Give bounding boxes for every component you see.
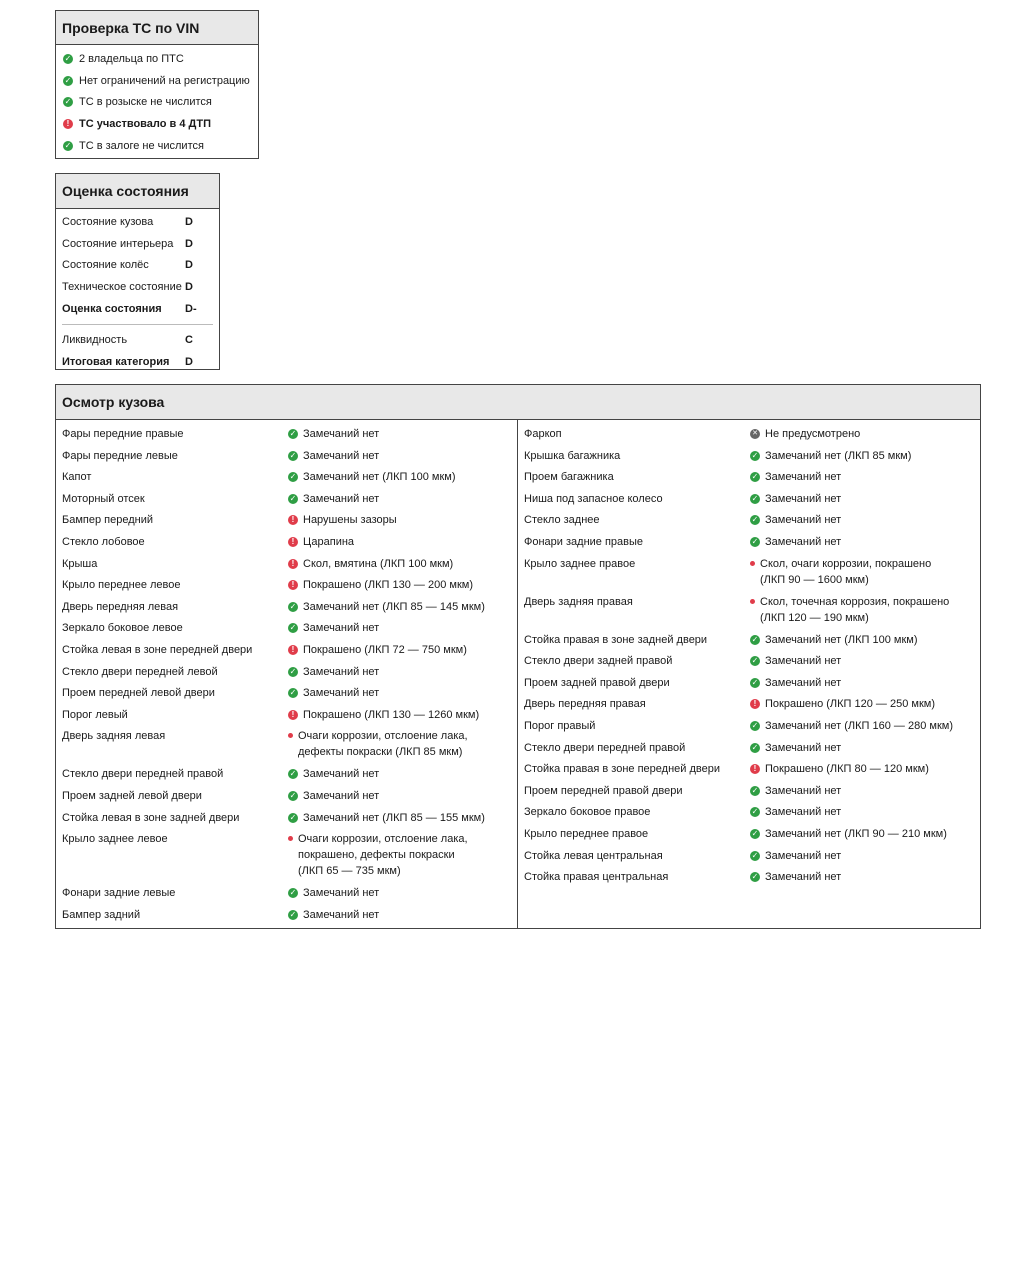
inspection-state-text [760,556,931,588]
inspection-part: Крышка багажника [524,449,621,462]
inspection-part: Стойка левая центральная [524,849,663,862]
inspection-row [56,445,517,467]
inspection-state [288,469,456,485]
inspection-state [750,653,841,669]
inspection-state [750,848,841,864]
inspection-row [518,423,980,445]
inspection-part: Стекло двери задней правой [524,655,673,668]
check-circle-icon [288,769,298,779]
inspection-row [56,725,517,763]
condition-row [56,276,219,298]
inspection-state [288,788,379,804]
check-circle-icon [288,451,298,461]
inspection-row [56,904,517,926]
inspection-state [288,491,379,507]
inspection-state [288,707,479,723]
vin-check-item [56,113,258,135]
condition-row [56,329,219,351]
inspection-part: Стекло лобовое [62,535,145,548]
condition-title: Оценка состояния [56,174,219,209]
inspection-row [518,466,980,488]
inspection-state [288,556,453,572]
check-circle-icon [750,872,760,882]
inspection-state-text: Покрашено (ЛКП 130 — 1260 мкм) [303,708,480,721]
inspection-row [518,650,980,672]
inspection-part: Стойка правая в зоне передней двери [524,763,720,776]
inspection-state [750,469,841,485]
red-dot-icon [288,836,293,841]
inspection-state-text: Замечаний нет [765,535,842,548]
inspection-state [750,512,841,528]
inspection-row [56,807,517,829]
inspection-state [750,632,918,648]
exclamation-circle-icon [288,580,298,590]
inspection-row [518,531,980,553]
check-circle-icon [63,54,73,64]
inspection-row [56,553,517,575]
inspection-row [56,488,517,510]
inspection-row [56,617,517,639]
inspection-state [750,718,953,734]
inspection-state-text: Замечаний нет (ЛКП 100 мкм) [303,471,456,484]
inspection-state-text: Покрашено (ЛКП 130 — 200 мкм) [303,579,473,592]
inspection-part: Проем задней левой двери [62,789,202,802]
inspection-part: Крыло заднее левое [62,833,168,846]
inspection-row [56,785,517,807]
inspection-part: Дверь задняя правая [524,595,633,608]
inspection-row [518,801,980,823]
inspection-state-line: (ЛКП 65 — 735 мкм) [298,865,401,878]
inspection-row [56,574,517,596]
inspection-row [56,466,517,488]
inspection-state-line: дефекты покраски (ЛКП 85 мкм) [298,746,463,759]
inspection-state-text: Замечаний нет (ЛКП 90 — 210 мкм) [765,827,947,840]
inspection-state-text: Замечаний нет [303,789,380,802]
check-circle-icon [750,678,760,688]
inspection-state [750,783,841,799]
inspection-state [750,869,841,885]
inspection-state-line: Скол, очаги коррозии, покрашено [760,557,932,570]
condition-grade: D [185,237,193,250]
check-circle-icon [750,451,760,461]
condition-grade: D [185,215,193,228]
check-circle-icon [750,721,760,731]
inspection-state-text: Не предусмотрено [765,428,861,440]
inspection-state-text: Замечаний нет (ЛКП 85 — 145 мкм) [303,600,485,613]
inspection-row [518,672,980,694]
inspection-row [56,531,517,553]
inspection-state [288,664,379,680]
check-circle-icon [750,829,760,839]
inspection-state [750,594,949,626]
condition-grade: D [185,355,193,368]
inspection-row [518,445,980,467]
inspection-state-text: Скол, вмятина (ЛКП 100 мкм) [303,557,454,570]
inspection-row [518,629,980,651]
inspection-state [750,826,947,842]
body-inspection-panel [55,384,981,929]
exclamation-circle-icon [288,710,298,720]
inspection-state [288,728,468,760]
condition-row [56,254,219,276]
check-circle-icon [63,97,73,107]
inspection-state [288,512,397,528]
check-circle-icon [288,602,298,612]
check-circle-icon [750,515,760,525]
inspection-state [288,885,379,901]
inspection-row [56,596,517,618]
inspection-state [750,556,931,588]
inspection-part: Крыло переднее левое [62,579,181,592]
inspection-state-text: Нарушены зазоры [303,514,397,527]
inspection-state-text: Замечаний нет [303,622,380,635]
inspection-part: Дверь передняя правая [524,698,646,711]
inspection-row [518,715,980,737]
vin-check-item-text: Нет ограничений на регистрацию [79,74,250,87]
inspection-part: Крыша [62,557,98,570]
inspection-state-text: Замечаний нет [303,887,380,900]
condition-grade: D [185,280,193,293]
inspection-part: Стойка левая в зоне передней двери [62,643,253,656]
body-inspection-right-column [518,420,980,928]
check-circle-icon [288,688,298,698]
inspection-state-text: Покрашено (ЛКП 120 — 250 мкм) [765,698,935,711]
inspection-part: Крыло заднее правое [524,557,636,570]
inspection-part: Дверь передняя левая [62,600,179,613]
vin-check-item [56,48,258,70]
inspection-row [518,591,980,629]
check-circle-icon [750,472,760,482]
red-dot-icon [288,733,293,738]
inspection-part: Фаркоп [524,428,562,440]
inspection-state-text: Замечаний нет [303,492,380,505]
check-circle-icon [288,623,298,633]
check-circle-icon [750,656,760,666]
vin-check-item [56,135,258,157]
condition-label: Ликвидность [62,334,128,347]
inspection-part: Фонари задние левые [62,887,176,900]
check-circle-icon [750,494,760,504]
inspection-row [56,763,517,785]
exclamation-circle-icon [288,537,298,547]
inspection-row [518,780,980,802]
inspection-state-text: Замечаний нет (ЛКП 100 мкм) [765,633,918,646]
vin-check-item [56,70,258,92]
inspection-row [518,488,980,510]
check-circle-icon [750,743,760,753]
inspection-state-text: Замечаний нет [765,514,842,527]
inspection-part: Стойка правая в зоне задней двери [524,633,708,646]
inspection-row [518,758,980,780]
condition-label: Состояние интерьера [62,237,174,250]
check-circle-icon [750,851,760,861]
red-dot-icon [750,599,755,604]
inspection-state-line: (ЛКП 90 — 1600 мкм) [760,573,869,586]
exclamation-circle-icon [288,645,298,655]
inspection-row [56,509,517,531]
inspection-state-text: Замечаний нет [765,871,842,884]
vin-check-item [56,92,258,114]
inspection-part: Стекло двери передней правой [524,741,686,754]
condition-divider [62,324,213,325]
inspection-state [288,685,379,701]
inspection-row [56,682,517,704]
check-circle-icon [750,786,760,796]
check-circle-icon [750,537,760,547]
inspection-state-text: Замечаний нет [765,471,842,484]
condition-label: Состояние кузова [62,215,154,228]
inspection-state-text: Замечаний нет (ЛКП 160 — 280 мкм) [765,719,953,732]
inspection-state [750,675,841,691]
check-circle-icon [750,635,760,645]
check-circle-icon [288,667,298,677]
inspection-state [750,804,841,820]
inspection-part: Моторный отсек [62,492,145,505]
check-circle-icon [288,494,298,504]
check-circle-icon [63,141,73,151]
inspection-state-line: Скол, точечная коррозия, покрашено [760,595,950,608]
inspection-part: Порог правый [524,719,596,732]
inspection-part: Бампер передний [62,514,153,527]
inspection-row [56,882,517,904]
inspection-state [750,534,841,550]
inspection-state-line: Очаги коррозии, отслоение лака, [298,730,468,743]
inspection-part: Стекло двери передней правой [62,768,224,781]
inspection-state [288,577,473,593]
inspection-part: Фары передние правые [62,428,184,440]
vin-check-item-text: ТС в розыске не числится [79,96,212,109]
inspection-part: Дверь задняя левая [62,730,166,743]
inspection-state [750,740,841,756]
inspection-state [288,907,379,923]
inspection-row [56,639,517,661]
condition-grade: D [185,259,193,272]
inspection-state-text: Замечаний нет [303,665,380,678]
inspection-state-text: Покрашено (ЛКП 72 — 750 мкм) [303,643,467,656]
inspection-state [288,831,468,879]
vin-check-title: Проверка ТС по VIN [56,11,258,45]
inspection-state-text: Замечаний нет [303,428,380,440]
inspection-part: Стойка правая центральная [524,871,669,884]
body-inspection-title: Осмотр кузова [56,385,980,420]
condition-grade: C [185,334,193,347]
exclamation-circle-icon [750,764,760,774]
inspection-row [56,661,517,683]
inspection-state-text: Замечаний нет [765,676,842,689]
inspection-part: Зеркало боковое левое [62,622,183,635]
inspection-row [56,423,517,445]
inspection-state-text: Замечаний нет [765,492,842,505]
inspection-part: Зеркало боковое правое [524,806,651,819]
inspection-state [750,426,860,442]
inspection-state-text: Замечаний нет [765,806,842,819]
inspection-state-text: Замечаний нет [303,908,380,921]
inspection-state-line: Очаги коррозии, отслоение лака, [298,833,468,846]
condition-label: Состояние колёс [62,259,149,272]
condition-row [56,233,219,255]
condition-grade: D- [185,302,197,315]
inspection-state-text: Покрашено (ЛКП 80 — 120 мкм) [765,763,929,776]
vin-check-list [56,45,258,157]
inspection-state-text: Замечаний нет [765,849,842,862]
condition-panel [55,173,220,370]
condition-list [56,209,219,319]
inspection-row [56,828,517,882]
inspection-state-text: Замечаний нет [765,784,842,797]
vin-check-item-text: ТС в залоге не числится [79,140,204,153]
inspection-part: Капот [62,471,92,484]
inspection-state-text: Замечаний нет [765,655,842,668]
vin-check-item-text: ТС участвовало в 4 ДТП [79,118,211,131]
condition-label: Итоговая категория [62,355,170,368]
inspection-state [750,448,911,464]
inspection-state [288,766,379,782]
condition-label: Техническое состояние [62,280,182,293]
inspection-state [288,810,485,826]
inspection-part: Стойка левая в зоне задней двери [62,811,240,824]
check-circle-icon [288,472,298,482]
check-circle-icon [288,888,298,898]
vin-check-panel [55,10,259,159]
inspection-row [518,509,980,531]
vin-check-item-text: 2 владельца по ПТС [79,52,184,65]
inspection-part: Ниша под запасное колесо [524,492,663,505]
condition-row [56,211,219,233]
inspection-part: Проем задней правой двери [524,676,670,689]
inspection-state [288,642,467,658]
inspection-part: Фонари задние правые [524,535,644,548]
inspection-state-text: Замечаний нет [303,768,380,781]
inspection-state [288,448,379,464]
red-dot-icon [750,561,755,566]
condition-row [56,298,219,320]
inspection-state [288,599,485,615]
inspection-part: Стекло заднее [524,514,600,527]
inspection-part: Бампер задний [62,908,141,921]
inspection-state-text: Замечаний нет (ЛКП 85 мкм) [765,449,912,462]
condition-row [56,351,219,373]
inspection-part: Проем передней левой двери [62,687,215,700]
inspection-state-text: Замечаний нет [303,449,380,462]
inspection-state-line: (ЛКП 120 — 190 мкм) [760,611,869,624]
inspection-row [518,866,980,888]
exclamation-circle-icon [63,119,73,129]
inspection-state [750,696,935,712]
inspection-row [518,737,980,759]
inspection-row [518,823,980,845]
inspection-part: Проем передней правой двери [524,784,683,797]
inspection-part: Порог левый [62,708,128,721]
check-circle-icon [288,429,298,439]
inspection-state-line: покрашено, дефекты покраски [298,849,455,862]
inspection-part: Стекло двери передней левой [62,665,218,678]
condition-summary-list [56,329,219,372]
inspection-state-text [298,728,468,760]
inspection-state-text: Замечаний нет [303,687,380,700]
inspection-state [288,426,379,442]
check-circle-icon [750,807,760,817]
check-circle-icon [288,813,298,823]
inspection-row [56,704,517,726]
x-circle-icon [750,429,760,439]
inspection-row [518,693,980,715]
inspection-state [750,491,841,507]
inspection-row [518,553,980,591]
inspection-part: Крыло переднее правое [524,827,649,840]
exclamation-circle-icon [288,559,298,569]
exclamation-circle-icon [750,699,760,709]
exclamation-circle-icon [288,515,298,525]
check-circle-icon [63,76,73,86]
check-circle-icon [288,910,298,920]
inspection-state [288,534,354,550]
inspection-row [518,845,980,867]
body-inspection-left-column [56,420,518,928]
inspection-state [750,761,929,777]
inspection-state-text: Замечаний нет (ЛКП 85 — 155 мкм) [303,811,485,824]
inspection-state-text [298,831,468,879]
inspection-state-text [760,594,949,626]
check-circle-icon [288,791,298,801]
inspection-state [288,620,379,636]
condition-label: Оценка состояния [62,302,162,315]
inspection-part: Фары передние левые [62,449,178,462]
inspection-part: Проем багажника [524,471,614,484]
inspection-state-text: Царапина [303,535,355,548]
inspection-state-text: Замечаний нет [765,741,842,754]
